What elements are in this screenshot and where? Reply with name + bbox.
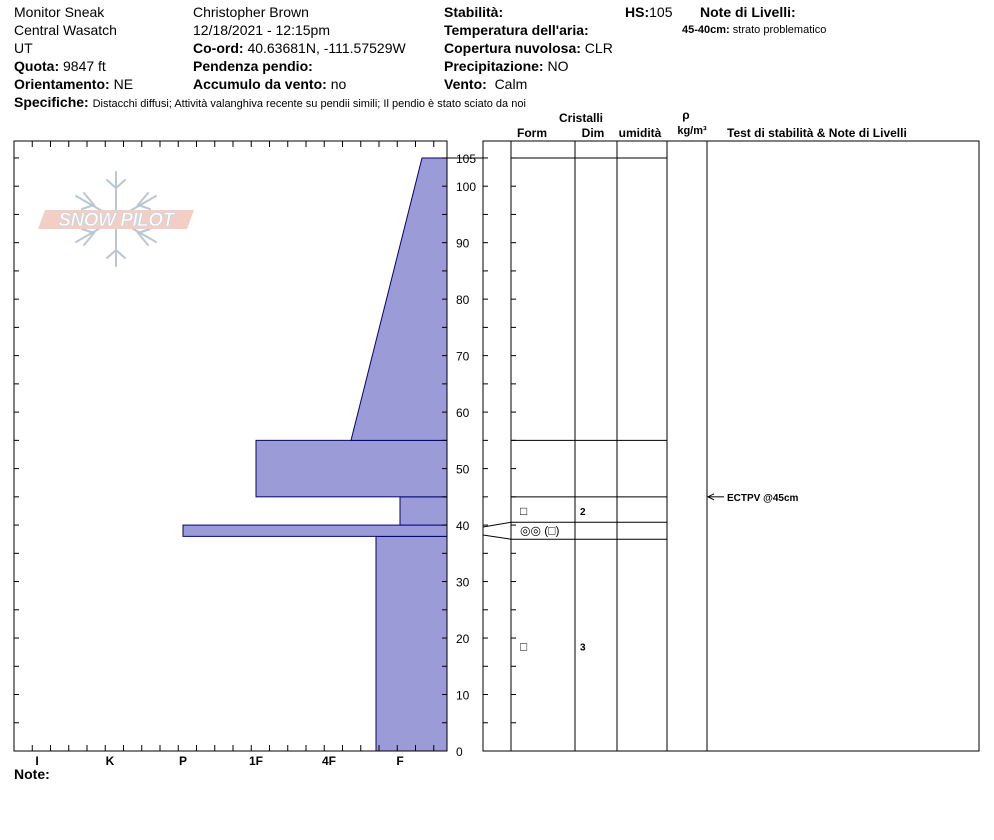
grain-size: 2	[580, 506, 586, 518]
y-tick-label: 0	[456, 745, 463, 759]
hardness-label: P	[178, 754, 188, 768]
hardness-label: I	[35, 754, 39, 768]
location-name: Monitor Sneak	[14, 4, 105, 20]
layer-table-columns	[511, 141, 707, 751]
slope-label: Pendenza pendio:	[193, 58, 313, 74]
y-tick-label: 90	[456, 236, 470, 251]
state: UT	[14, 40, 33, 56]
precip-value: NO	[547, 58, 569, 74]
hardness-layer	[376, 536, 447, 751]
coords-value: 40.63681N, -111.57529W	[247, 40, 406, 56]
layer-note-depth: 45-40cm:	[682, 24, 730, 36]
elevation-value: 9847 ft	[63, 58, 106, 74]
y-tick-label: 30	[456, 575, 470, 590]
grain-form: □	[520, 503, 528, 518]
hardness-layer	[183, 525, 447, 536]
y-tick-label: 40	[456, 519, 470, 534]
y-tick-label: 50	[456, 462, 470, 477]
y-tick-label: 20	[456, 632, 470, 647]
y-tick-label: 80	[456, 293, 470, 308]
grain-form: ◎◎ (□)	[520, 523, 560, 538]
snowpilot-logo	[38, 172, 194, 266]
grain-size: 3	[580, 642, 586, 654]
density-rho-header: ρ	[682, 108, 690, 122]
stability-label: Stabilità:	[444, 4, 504, 20]
wind-label: Vento:	[444, 76, 487, 92]
test-label: ECTPV @45cm	[727, 492, 799, 504]
y-tick-label: 105	[456, 151, 477, 166]
air-temp-label: Temperatura dell'aria:	[444, 22, 589, 38]
precip-label: Precipitazione:	[444, 58, 544, 74]
hardness-layer	[400, 497, 447, 525]
hardness-axis	[35, 754, 403, 768]
tests-header: Test di stabilità & Note di Livelli	[727, 126, 907, 140]
hardness-label: K	[105, 754, 115, 768]
y-tick-label: 70	[456, 349, 470, 364]
y-tick-label: 10	[456, 688, 470, 703]
hardness-layer	[351, 158, 447, 440]
form-header: Form	[517, 126, 547, 140]
y-tick-label: 100	[456, 180, 477, 195]
elevation-label: Quota:	[14, 58, 60, 74]
hs-label: HS:	[625, 4, 650, 20]
coords-label: Co-ord:	[193, 40, 244, 56]
wind-value: Calm	[494, 76, 528, 92]
hardness-label: 4F	[321, 754, 337, 768]
layer-table-frame	[483, 141, 979, 751]
stability-tests	[708, 493, 799, 504]
aspect-label: Orientamento:	[14, 76, 110, 92]
density-unit-header: kg/m³	[677, 125, 707, 137]
layer-marks	[520, 504, 586, 654]
hardness-label: F	[396, 754, 404, 768]
cloud-label: Copertura nuvolosa:	[444, 40, 581, 56]
hardness-profile	[183, 158, 447, 751]
observer-name: Christopher Brown	[193, 4, 309, 20]
hs-value: 105	[649, 4, 673, 20]
wind-loading-label: Accumulo da vento:	[193, 76, 327, 92]
observation-datetime: 12/18/2021 - 12:15pm	[193, 22, 330, 38]
layer-notes-label: Note di Livelli:	[700, 4, 796, 20]
layer-note-text: strato problematico	[732, 24, 827, 36]
height-axis	[456, 152, 476, 759]
specifics-text: Distacchi diffusi; Attività valanghiva recente su pendii simili; Il pendio è stato sciato da noi	[92, 98, 526, 110]
hardness-layer	[256, 440, 447, 496]
logo-text: SNOW PILOT	[58, 210, 174, 231]
layer-table-ticks	[483, 158, 516, 723]
specifics-label: Specifiche:	[14, 94, 89, 110]
notes-label: Note:	[14, 766, 50, 782]
grain-form: □	[520, 639, 528, 654]
moisture-header: umidità	[618, 126, 662, 140]
wind-loading-value: no	[330, 76, 347, 92]
y-tick-label: 60	[456, 406, 470, 421]
crystals-header: Cristalli	[558, 111, 604, 125]
size-header: Dim	[581, 126, 605, 140]
aspect-value: NE	[113, 76, 134, 92]
hardness-label: 1F	[248, 754, 264, 768]
layer-connector	[483, 535, 511, 539]
mountain-range: Central Wasatch	[14, 22, 117, 38]
cloud-value: CLR	[584, 40, 613, 56]
